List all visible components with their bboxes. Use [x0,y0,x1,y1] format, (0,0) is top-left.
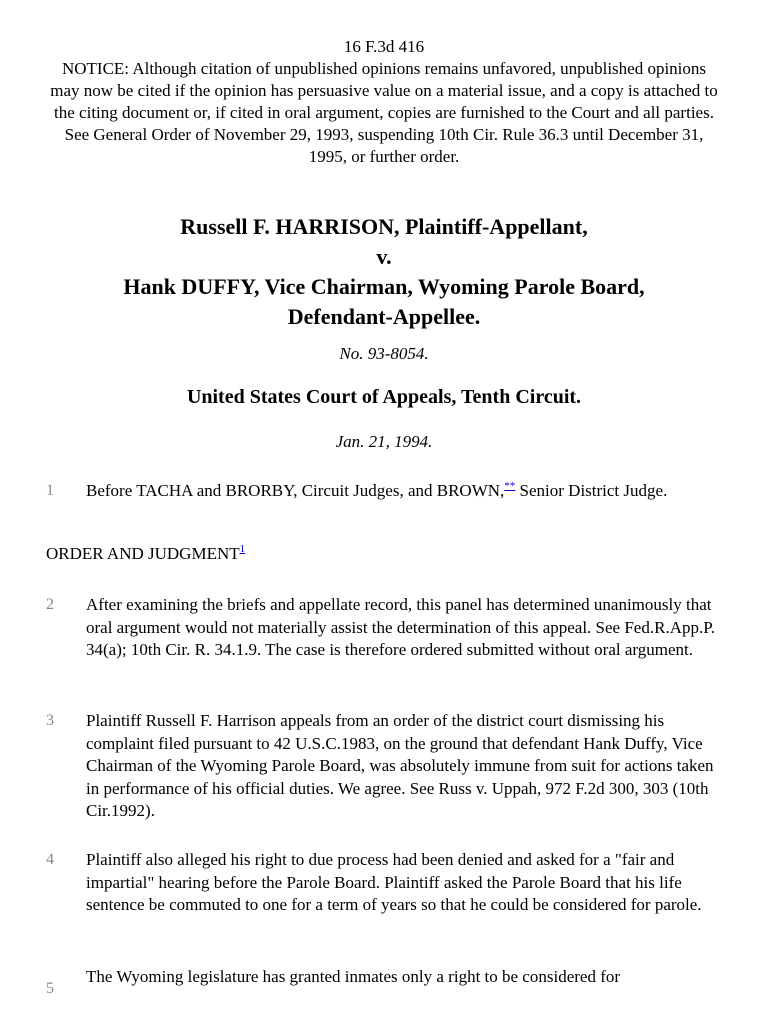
publication-notice: NOTICE: Although citation of unpublished opinions remains unfavored, unpublished opinions may now be cited if the opinion has persuasive value on a material issue, and a copy is attached to the citing document or, if cited in oral argument, copies are furnished to the Court and all parties. See General Order of November 29, 1993, suspending 10th Cir. Rule 36.3 until December 31, 1995, or further order. [50,59,718,166]
paragraph-text: The Wyoming legislature has granted inmates only a right to be considered for [86,967,621,986]
paragraph-number: 2 [46,596,54,613]
paragraph-number: 5 [46,980,54,997]
defendant-role-line: Defendant-Appellee. [287,304,481,329]
defendant-line: Hank DUFFY, Vice Chairman, Wyoming Parole Board, [123,274,645,299]
heading-text: ORDER AND JUDGMENT [46,544,240,563]
case-caption [30,212,738,332]
paragraph-number: 4 [46,851,54,868]
decision-date: Jan. 21, 1994. [335,432,433,451]
paragraph-text: Plaintiff also alleged his right to due process had been denied and asked for a "fair and impartial" hearing before the Parole Board. Plaintiff asked the Parole Board that his life sentence be commuted to one for a term of years so that he could be considered for parole. [86,850,702,914]
docket-number: No. 93-8054. [339,344,429,363]
paragraph-text: Plaintiff Russell F. Harrison appeals from an order of the district court dismissing his complaint filed pursuant to 42 U.S.C.1983, on the ground that defendant Hank Duffy, Vice Chairman of the Wyoming Parole Board, was absolutely immune from suit for actions taken in performance of his official duties. We agree. See Russ v. Uppah, 972 F.2d 300, 303 (10th Cir.1992). [86,711,714,820]
order-heading [46,544,245,564]
paragraph-number: 1 [46,482,54,499]
court-name: United States Court of Appeals, Tenth Circuit. [186,386,582,408]
panel-text: Before TACHA and BRORBY, Circuit Judges, and BROWN, [86,481,505,500]
footnote-link[interactable]: ** [504,480,516,493]
paragraph-text [86,480,718,503]
paragraph-text: After examining the briefs and appellate record, this panel has determined unanimously that oral argument would not materially assist the determination of this appeal. See Fed.R.App.P. 34(a); 10th Cir. R. 34.1.9. The case is therefore ordered submitted without oral argument. [86,595,716,659]
panel-text-end: Senior District Judge. [515,481,668,500]
case-citation: 16 F.3d 416 [343,37,425,56]
paragraph-number: 3 [46,712,54,729]
footnote-link[interactable]: 1 [239,543,246,556]
versus-line: v. [376,244,392,269]
plaintiff-line: Russell F. HARRISON, Plaintiff-Appellant, [180,214,588,239]
